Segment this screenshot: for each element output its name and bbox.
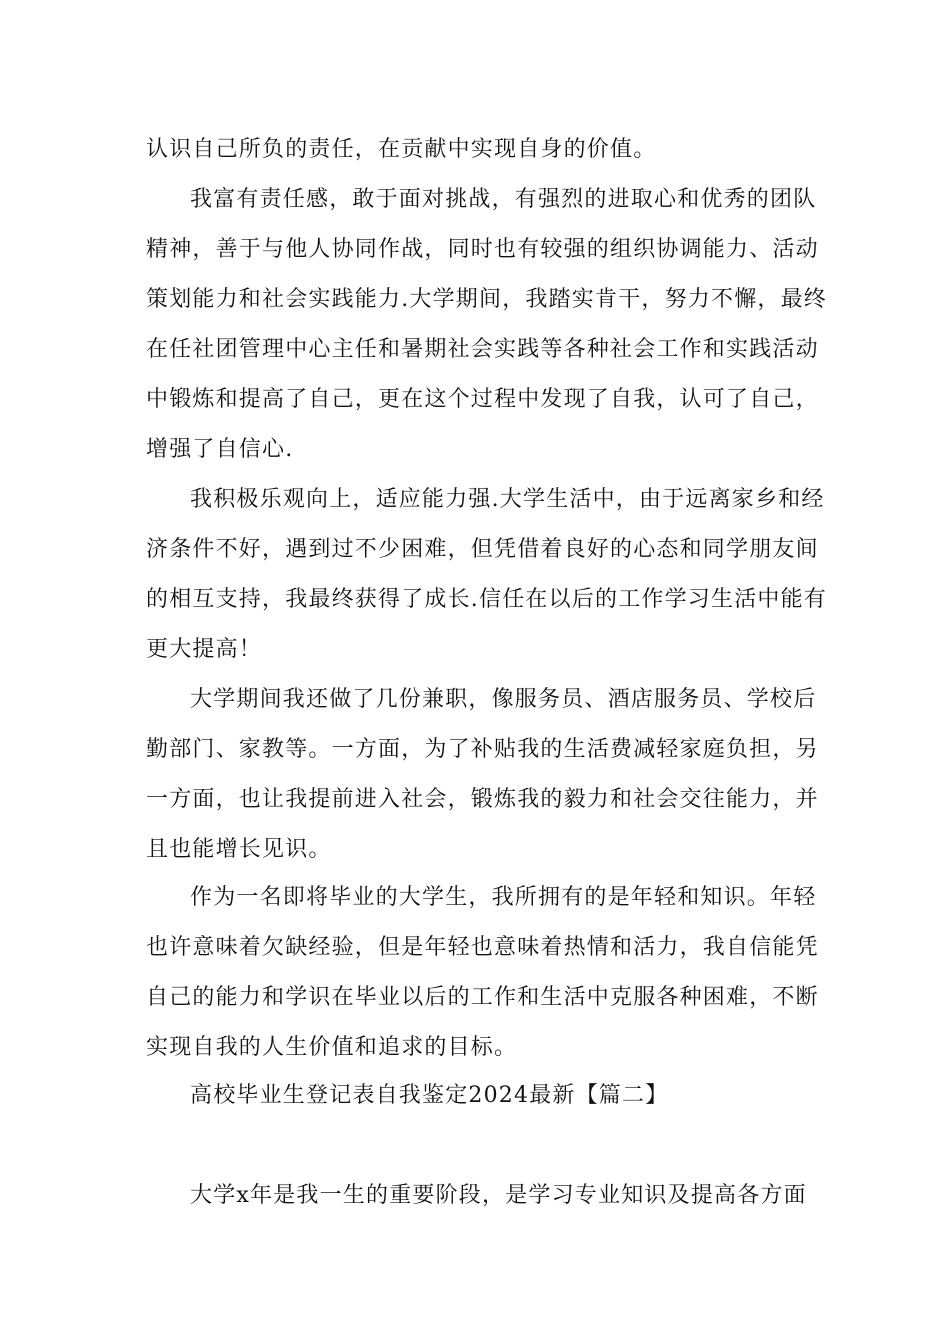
text-line: 中锻炼和提高了自己，更在这个过程中发现了自我，认可了自己，: [146, 387, 819, 412]
section-heading: 高校毕业生登记表自我鉴定2024最新【篇二】: [190, 1083, 669, 1108]
text-line: 且也能增长见识。: [146, 837, 332, 862]
text-line: 勤部门、家教等。一方面，为了补贴我的生活费减轻家庭负担，另: [146, 737, 819, 762]
paragraph-first-line: 作为一名即将毕业的大学生，我所拥有的是年轻和知识。年轻: [190, 885, 817, 910]
text-line: 认识自己所负的责任，在贡献中实现自身的价值。: [146, 137, 657, 162]
text-line: 在任社团管理中心主任和暑期社会实践等各种社会工作和实践活动: [146, 337, 819, 362]
text-line: 更大提高！: [146, 637, 263, 662]
text-line: 精神，善于与他人协同作战，同时也有较强的组织协调能力、活动: [146, 237, 819, 262]
text-line: 自己的能力和学识在毕业以后的工作和生活中克服各种困难，不断: [146, 985, 819, 1010]
paragraph-first-line: 大学期间我还做了几份兼职，像服务员、酒店服务员、学校后: [190, 687, 817, 712]
text-line: 的相互支持，我最终获得了成长.信任在以后的工作学习生活中能有: [146, 587, 827, 612]
text-line: 增强了自信心.: [146, 437, 294, 462]
paragraph-first-line: 我富有责任感，敢于面对挑战，有强烈的进取心和优秀的团队: [190, 187, 817, 212]
paragraph-first-line: 我积极乐观向上，适应能力强.大学生活中，由于远离家乡和经: [190, 487, 825, 512]
paragraph-first-line: 大学x年是我一生的重要阶段，是学习专业知识及提高各方面: [190, 1183, 807, 1208]
text-line: 实现自我的人生价值和追求的目标。: [146, 1035, 518, 1060]
text-line: 济条件不好，遇到过不少困难，但凭借着良好的心态和同学朋友间: [146, 537, 819, 562]
text-line: 策划能力和社会实践能力.大学期间，我踏实肯干，努力不懈，最终: [146, 287, 827, 312]
text-line: 也许意味着欠缺经验，但是年轻也意味着热情和活力，我自信能凭: [146, 935, 819, 960]
text-line: 一方面，也让我提前进入社会，锻炼我的毅力和社会交往能力，并: [146, 787, 819, 812]
